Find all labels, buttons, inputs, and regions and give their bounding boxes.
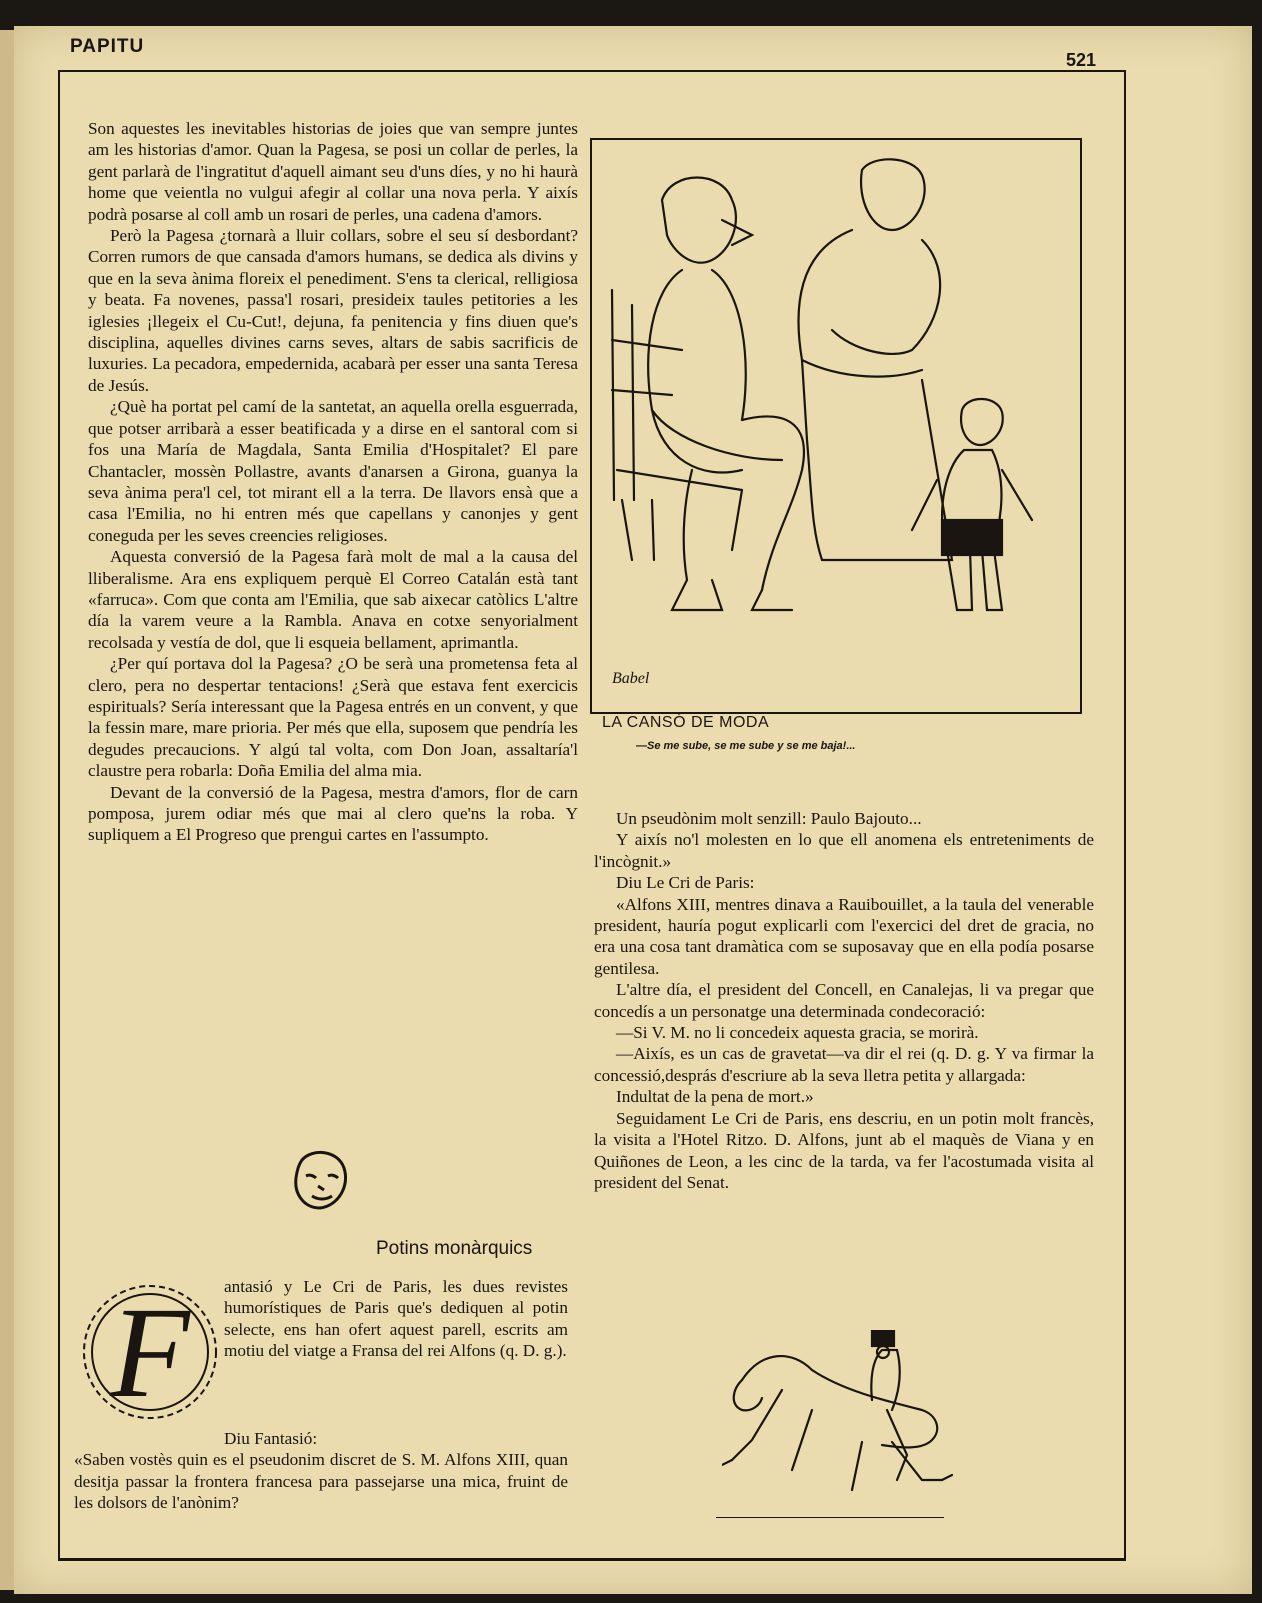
decorative-dropcap-icon — [78, 1278, 224, 1431]
fantasio-quote: «Saben vostès quin es el pseudonim discret de S. M. Alfons XIII, quan desitja passar la frontera francesa para passejarse una mica, fruint de les dolsors de l'anònim? — [74, 1450, 568, 1513]
left-paragraph-2: Però la Pagesa ¿tornarà a lluir collars, sobre el seu sí desbordant? Corren rumors de que cansada d'amors humans, se dedica als divins y que en la seva ànima floreix el penediment. S'ens ta clerical, relligiosa y beata. Fa novenes, passa'l rosari, presideix taules petitories a les iglesies ¡llegeix el Cu-Cut!, dejuna, fa penitencia y fins diuen que's disciplina, aquelles divines carns seves, altars de sabis sacrificis de luxuries. La pecadora, empedernida, acabarà per esser una santa Teresa de Jesús. — [88, 226, 578, 395]
left-paragraph-6: Devant de la conversió de la Pagesa, mestra d'amors, flor de carn pomposa, jurem odiar més que mai al clero que'ns la roba. Y supliquem a El Progreso que prengui cartes en l'assumpto. — [88, 782, 578, 845]
page-number: 521 — [1066, 50, 1097, 70]
horse-rider-illustration-icon — [722, 1330, 962, 1505]
section-title: Potins monàrquics — [376, 1238, 533, 1259]
dropcap-paragraph: antasió y Le Cri de Paris, les dues revistes humorístiques de Paris que's dediquen al potin selecte, ens han ofert aquest parell, escrits am motiu del viatge a Fransa del rei Alfons (q. D. g.). — [224, 1277, 568, 1361]
fantasio-section — [74, 1428, 568, 1514]
left-paragraph-3: ¿Què ha portat pel camí de la santetat, an aquella orella esguerrada, que potser arribarà a esser beatificada y a dirse en el santoral com si fos una María de Magdala, Santa Emilia d'Hospitalet? El pare Chantacler, mossèn Pollastre, avants d'anarsen a Girona, guanya la seva ànima pera'l cel, tot mirant ell a la terra. De llavors ensà que a casa l'Emilia, no hi entren més que capellans y canonjes y gent coneguda per les seves creencies religioses. — [88, 397, 578, 545]
right-paragraph-8: Indultat de la pena de mort.» — [616, 1087, 814, 1107]
artist-signature: Babel — [612, 670, 650, 687]
right-paragraph-5: L'altre día, el president del Concell, en Canalejas, li va pregar que concedís a un personatge una determinada condecoració: — [594, 980, 1094, 1021]
cartoon-drawing-icon — [592, 140, 1080, 712]
dropcap-letter: F — [110, 1281, 190, 1425]
left-paragraph-4: Aquesta conversió de la Pagesa farà molt de mal a la causa del lliberalisme. Ara ens expliquem perquè El Correo Catalán està tant «farruca». Com que conta am l'Emilia, que sab aixecar catòlics L'altre día la varem veure a la Rambla. Anava en cotxe senyorialment recolsada y vestía de dol, que li esqueia bellament, aprimantla. — [88, 547, 578, 652]
right-paragraph-7: —Aixís, es un cas de gravetat—va dir el rei (q. D. g. Y va firmar la concessió,desprás d'escriure ab la seva lletra petita y allargada: — [594, 1044, 1094, 1085]
right-paragraph-2: Y aixís no'l molesten en lo que ell anomena els entreteniments de l'incògnit.» — [594, 830, 1094, 871]
right-column — [594, 808, 1094, 1193]
binding-edge — [0, 30, 14, 1590]
right-paragraph-4: «Alfons XIII, mentres dinava a Rauibouillet, a la taula del venerable president, hauría pogut explicarli com l'exercici del dret de gracia, no era una cosa tant dramàtica com se suposavay que en ella podía posarse gentilesa. — [594, 894, 1094, 978]
right-paragraph-9: Seguidament Le Cri de Paris, ens descriu, en un potin molt francès, la visita a l'Hotel Ritzo. D. Alfons, junt ab el maquès de Viana y en Quiñones de Leon, a les cinc de la tarda, va fer l'acostumada visita al president del Senat. — [594, 1108, 1094, 1192]
right-paragraph-1: Un pseudònim molt senzill: Paulo Bajouto... — [616, 809, 922, 828]
masthead: PAPITU — [70, 36, 145, 57]
right-paragraph-3: Diu Le Cri de Paris: — [616, 873, 755, 893]
ornamental-rule — [716, 1517, 944, 1518]
cartoon-caption-title: LA CANSÓ DE MODA — [602, 714, 770, 731]
left-column — [88, 118, 578, 846]
left-paragraph-1: Son aquestes les inevitables historias de joies que van sempre juntes am les historias d'amor. Quan la Pagesa, se posi un collar de perles, la gent parlarà de l'ingratitut d'aquell aimant seu d'uns díes, y no hi haurà home que veientla no vulgui afegir al collar una nova perla. Y aixís podrà posarse al coll amb un rosari de perles, una cadena d'amors. — [88, 119, 578, 224]
caricature-head-icon — [288, 1146, 352, 1217]
cartoon-illustration — [590, 138, 1082, 714]
cartoon-caption-dialogue: —Se me sube, se me sube y se me baja!... — [636, 740, 856, 752]
left-paragraph-5: ¿Per quí portava dol la Pagesa? ¿O be serà una prometensa feta al clero, pera no despertar tentacions! ¿Serà que estava fent exercicis espirituals? Sería interessant que la Pagesa entrés en un convent, y que la fessin mare, mare prioria. Per més que ella, suposem que pendría les degudes precaucions. Y algú tal volta, com Don Joan, assaltaría'l claustre pera robarla: Doña Emilia del alma mia. — [88, 654, 578, 781]
right-paragraph-6: —Si V. M. no li concedeix aquesta gracia, se morirà. — [616, 1023, 979, 1043]
diu-fantasio: Diu Fantasió: — [224, 1429, 318, 1448]
